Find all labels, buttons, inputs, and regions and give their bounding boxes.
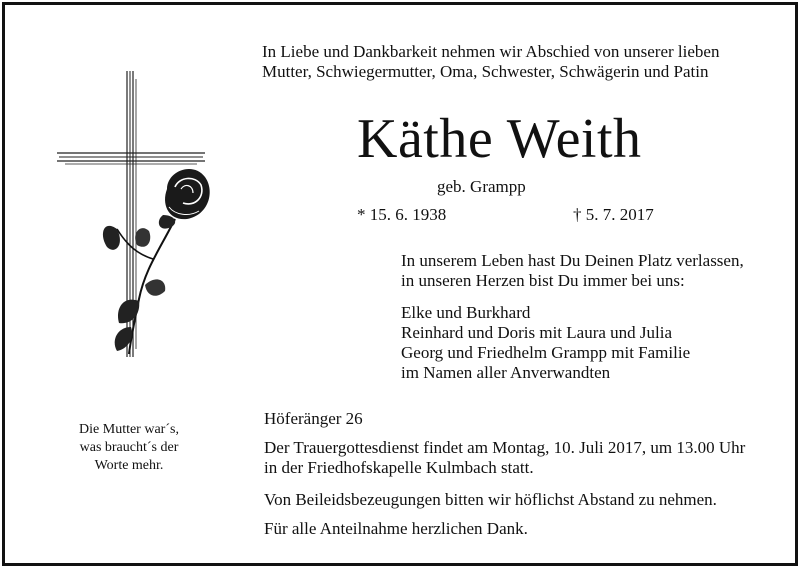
obituary-frame xyxy=(2,2,798,566)
service-line: Der Trauergottesdienst findet am Montag, 10. Juli 2017, um 13.00 Uhr xyxy=(264,438,746,457)
intro-text xyxy=(262,42,719,82)
quote-line: was braucht´s der xyxy=(79,440,179,455)
mourner-entry: Elke und Burkhard xyxy=(401,303,531,322)
quote-line: Worte mehr. xyxy=(94,458,164,473)
rose-icon xyxy=(103,169,210,354)
verse-text xyxy=(401,251,744,291)
service-info xyxy=(264,438,745,478)
mourner-entry: Reinhard und Doris mit Laura und Julia xyxy=(401,323,673,342)
mourners-list xyxy=(401,303,690,383)
quote-line: Die Mutter war´s, xyxy=(79,422,179,437)
deceased-name: Käthe Weith xyxy=(357,108,642,170)
maiden-name: geb. Grampp xyxy=(437,177,526,196)
mourner-entry: im Namen aller Anverwandten xyxy=(401,363,611,382)
intro-line: In Liebe und Dankbarkeit nehmen wir Abschied von unserer lieben xyxy=(262,42,720,61)
thanks-note: Für alle Anteilnahme herzlichen Dank. xyxy=(264,519,528,538)
service-line: in der Friedhofskapelle Kulmbach statt. xyxy=(264,458,534,477)
verse-line: in unseren Herzen bist Du immer bei uns: xyxy=(401,271,685,290)
verse-line: In unserem Leben hast Du Deinen Platz verlassen, xyxy=(401,251,744,270)
birth-date: * 15. 6. 1938 xyxy=(357,205,447,224)
mourner-entry: Georg und Friedhelm Grampp mit Familie xyxy=(401,343,691,362)
cross-and-rose-graphic xyxy=(55,69,215,369)
death-date: † 5. 7. 2017 xyxy=(573,205,654,224)
condolence-note: Von Beileidsbezeugungen bitten wir höflichst Abstand zu nehmen. xyxy=(264,490,717,509)
address: Höferänger 26 xyxy=(264,409,363,428)
intro-line: Mutter, Schwiegermutter, Oma, Schwester, Schwägerin und Patin xyxy=(262,62,709,81)
quote-text xyxy=(59,421,199,475)
